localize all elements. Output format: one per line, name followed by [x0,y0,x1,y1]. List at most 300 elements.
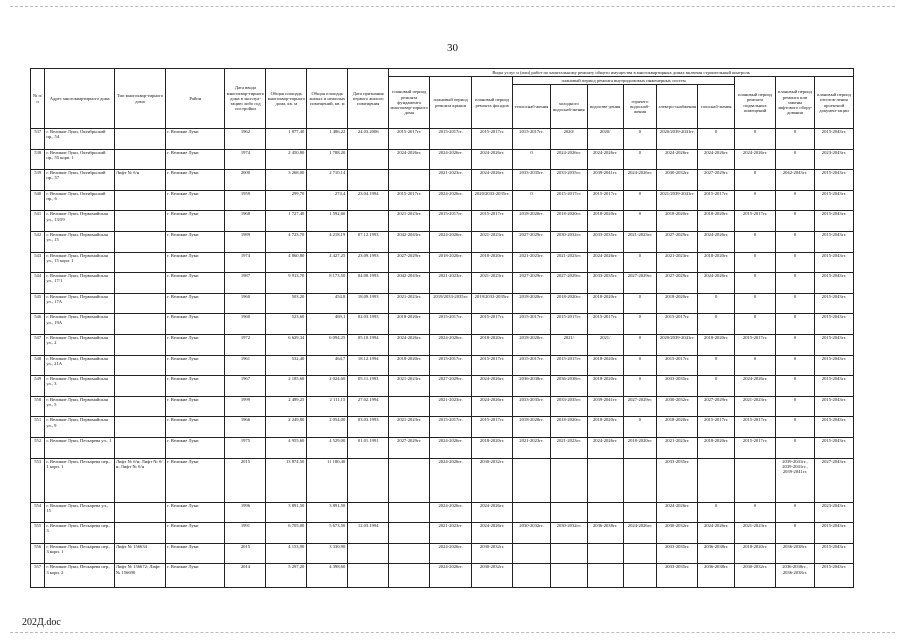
cell-address: г. Великие Луки, Пескарева пер., 3 корп. 1 [45,543,115,564]
cell-row-number: 553 [31,458,45,502]
cell-roof-period: 2015-2017гг. [430,314,472,335]
cell-address: г. Великие Луки, Первомайская ул., 15 [45,231,115,252]
cell-address: г. Великие Луки, Пескарева пер., 3 корп. 2 [45,564,115,588]
cell-roof-period: 2015-2017гг. [430,211,472,232]
cell-cold-water-period: 2015-2017гг. [550,314,587,335]
cell-design-period: 2015-2043гг. [814,211,853,232]
cell-electric-period: 2033-2035гг. [657,458,698,502]
cell-total-area: 2 450,80 [266,149,307,170]
cell-district: г. Великие Луки [166,376,225,397]
cell-total-area: 1 877,40 [266,129,307,150]
cell-living-area: 469,1 [307,314,348,335]
cell-year-built: 1959 [225,190,266,211]
cell-hot-water-period: 2021-2023гг. [623,231,657,252]
cell-heat-period: 2033-2035гг. [513,170,551,191]
cell-elevator-period: 0 [776,252,815,273]
cell-basement-period: 0 [735,502,776,523]
cell-house-type [114,396,165,417]
cell-district: г. Великие Луки [166,293,225,314]
cell-district: г. Великие Луки [166,334,225,355]
cell-district: г. Великие Луки [166,190,225,211]
cell-hot-water-period: 0 [623,334,657,355]
cell-living-area: 1 592,60 [307,211,348,232]
cell-gas-period: 2015-2017гг. [698,417,735,438]
cell-house-type [114,355,165,376]
cell-design-period: 2015-2043гг. [814,293,853,314]
cell-roof-period: 2024-2026гг. [430,502,472,523]
cell-drainage-period: 2020/ [587,129,623,150]
cell-facade-period: 2030-2032гг. [472,458,513,502]
cell-electric-period: 2033-2035гг. [657,543,698,564]
cell-row-number: 543 [31,252,45,273]
cell-district: г. Великие Луки [166,355,225,376]
cell-heat-period: 2015-2017гг. [513,355,551,376]
cell-foundation-period [389,502,430,523]
cell-design-period: 2015-2043гг. [814,355,853,376]
cell-foundation-period: 2042-2043гг. [389,231,430,252]
cell-facade-period: 2024-2026гг. [472,170,513,191]
cell-district: г. Великие Луки [166,252,225,273]
cell-year-built: 1996 [225,502,266,523]
cell-total-area: 6 705,00 [266,523,307,544]
cell-basement-period: 0 [735,355,776,376]
cell-design-period: 2015-2043гг. [814,273,853,294]
cell-address: г. Великие Луки, Пескарева пер., 1 корп. 1 [45,458,115,502]
cell-drainage-period: 2018-2020гг. [587,355,623,376]
cell-elevator-period: 0 [776,502,815,523]
cell-address: г. Великие Луки, Первомайская ул., 13/59 [45,211,115,232]
cell-facade-period: 2019/2033-2035гг. [472,293,513,314]
cell-district: г. Великие Луки [166,417,225,438]
cell-address: г. Великие Луки, Октябрьский пр., 54 [45,129,115,150]
cell-recognition-date: 07.12.1993 [348,231,389,252]
cell-basement-period: 0 [735,252,776,273]
header-facade: плановый период ремонта фасадов [472,77,513,129]
cell-house-type [114,523,165,544]
cell-basement-period: 2021-2023гг. [735,396,776,417]
cell-heat-period: 2018-2020гг. [513,334,551,355]
cell-basement-period: 0 [735,170,776,191]
cell-cold-water-period: 2015-2017гг. [550,190,587,211]
cell-total-area: 1 727,40 [266,211,307,232]
document-filename: 202Д.doc [22,617,61,628]
cell-row-number: 554 [31,502,45,523]
cell-row-number: 538 [31,149,45,170]
header-address: Адрес многоквартирного дома [45,69,115,129]
cell-living-area: 2 054,00 [307,417,348,438]
cell-basement-period: 0 [735,314,776,335]
cell-address: г. Великие Луки, Первомайская ул., 19А [45,314,115,335]
cell-elevator-period: 0 [776,437,815,458]
cell-elevator-period: 0 [776,231,815,252]
cell-design-period: 2015-2043гг. [814,543,853,564]
cell-district: г. Великие Луки [166,543,225,564]
cell-gas-period: 2018-2020гг. [698,252,735,273]
header-year: Дата ввода многоквар-тирного дома в эксплуа-тацию либо год постройки [225,69,266,129]
cell-electric-period: 2018-2020гг. [657,417,698,438]
cell-elevator-period: 0 [776,273,815,294]
cell-year-built: 1999 [225,396,266,417]
cell-hot-water-period [623,502,657,523]
cell-roof-period: 2015-2017гг. [430,355,472,376]
cell-electric-period: 2033-2035гг. [657,376,698,397]
cell-foundation-period: 2018-2020гг. [389,314,430,335]
cell-drainage-period: 2036-2038гг. [587,523,623,544]
cell-heat-period: 2018-2020гг. [513,211,551,232]
cell-roof-period: 2024-2026гг. [430,149,472,170]
cell-recognition-date: 12.03.1994 [348,523,389,544]
cell-drainage-period: 2018-2020гг. [587,293,623,314]
cell-hot-water-period: 0 [623,211,657,232]
cell-recognition-date: 18.09.1993 [348,293,389,314]
cell-cold-water-period: 2027-2029гг. [550,273,587,294]
cell-foundation-period [389,170,430,191]
cell-electric-period: 2015-2017гг. [657,355,698,376]
cell-cold-water-period: 2015-2017гг. [550,355,587,376]
cell-address: г. Великие Луки, Пескарева ул., 1 [45,437,115,458]
cell-electric-period: 2030-2032гг. [657,523,698,544]
cell-elevator-period: 0 [776,376,815,397]
cell-year-built: 1968 [225,211,266,232]
cell-drainage-period: 2024-2026гг. [587,149,623,170]
cell-year-built: 2014 [225,564,266,588]
cell-cold-water-period: 2021-2023гг. [550,437,587,458]
cell-electric-period: 2018-2020гг. [657,293,698,314]
cell-roof-period: 2024-2026гг. [430,458,472,502]
cell-recognition-date: 27.02.1994 [348,396,389,417]
cell-house-type: Лифт № б/н [114,170,165,191]
cell-facade-period: 2018-2020гг. [472,334,513,355]
cell-cold-water-period [550,458,587,502]
cell-address: г. Великие Луки, Первомайская ул., 2 [45,334,115,355]
cell-total-area: 4 153,90 [266,543,307,564]
cell-electric-period: 2027-2029гг. [657,231,698,252]
cell-hot-water-period: 0 [623,149,657,170]
cell-row-number: 548 [31,355,45,376]
cell-facade-period: 2030-2032гг. [472,543,513,564]
cell-drainage-period: 2015-2017гг. [587,190,623,211]
cell-heat-period: 2021-2023гг. [513,252,551,273]
cell-foundation-period: 2018-2020гг. [389,355,430,376]
cell-drainage-period [587,543,623,564]
cell-house-type: Лифт № 156672; Лифт № 156690 [114,564,165,588]
header-electric: электро-снабжения [657,85,698,129]
cell-gas-period: 2024-2026гг. [698,273,735,294]
cell-living-area: 464,7 [307,355,348,376]
cell-gas-period: 2018-2020гг. [698,437,735,458]
cell-year-built: 1966 [225,417,266,438]
cell-basement-period: 0 [735,273,776,294]
cell-cold-water-period [550,543,587,564]
cell-elevator-period: 2042-2043гг. [776,170,815,191]
cell-facade-period: 2030-2032гг. [472,564,513,588]
cell-electric-period: 2015-2017гг. [657,314,698,335]
cell-year-built: 1989 [225,231,266,252]
cell-heat-period [513,564,551,588]
cell-row-number: 557 [31,564,45,588]
table-row [31,170,854,191]
cell-heat-period: 2015-2017гг. [513,129,551,150]
cell-address: г. Великие Луки, Октябрьский пр., 57 [45,170,115,191]
cell-basement-period: 2015-2017гг. [735,211,776,232]
cell-hot-water-period: 0 [623,355,657,376]
cell-heat-period [513,458,551,502]
cell-row-number: 541 [31,211,45,232]
cell-facade-period: 2024-2026гг. [472,149,513,170]
header-cold-water: холодного водоснаб-жения [550,85,587,129]
cell-recognition-date [348,458,389,502]
cell-roof-period: 2018-2020гг. [430,252,472,273]
cell-heat-period: 2018-2020гг. [513,293,551,314]
cell-recognition-date [348,564,389,588]
header-hot-water: горячего водоснаб-жения [623,85,657,129]
cell-house-type [114,211,165,232]
cell-design-period: 2015-2043гг. [814,564,853,588]
cell-heat-period: 2030-2032гг. [513,523,551,544]
cell-facade-period: 2020/2033-2035гг. [472,190,513,211]
cell-foundation-period: 2042-2043гг. [389,273,430,294]
cell-drainage-period: 2015-2017гг. [587,314,623,335]
cell-year-built: 2000 [225,170,266,191]
cell-basement-period: 0 [735,190,776,211]
cell-row-number: 551 [31,417,45,438]
cell-year-built: 1987 [225,273,266,294]
table-row [31,252,854,273]
cell-row-number: 539 [31,170,45,191]
cell-address: г. Великие Луки, Первомайская ул., 17А [45,293,115,314]
cell-elevator-period: 2036-2038гг. [776,543,815,564]
cell-district: г. Великие Луки [166,564,225,588]
cell-foundation-period: 2027-2029гг. [389,437,430,458]
cell-heat-period: 2027-2029гг. [513,231,551,252]
cell-gas-period: 0 [698,355,735,376]
cell-cold-water-period: 2020/ [550,129,587,150]
header-systems-group: плановый период ремонта внутридомовых инженерных систем [513,77,735,85]
cell-living-area: 11 180,40 [307,458,348,502]
cell-gas-period: 0 [698,376,735,397]
cell-roof-period: 2027-2029гг. [430,376,472,397]
table-row [31,543,854,564]
cell-basement-period: 2024-2026гг. [735,149,776,170]
cell-recognition-date: 04.08.1993 [348,273,389,294]
cell-cold-water-period [550,564,587,588]
cell-foundation-period [389,564,430,588]
cell-living-area: 3 330,90 [307,543,348,564]
cell-living-area: 2 111,15 [307,396,348,417]
cell-district: г. Великие Луки [166,273,225,294]
cell-facade-period: 2021-2023гг. [472,231,513,252]
cell-address: г. Великие Луки, Пескарева пер., 3 [45,523,115,544]
cell-district: г. Великие Луки [166,149,225,170]
cell-gas-period: 2018-2020гг. [698,334,735,355]
table-row [31,355,854,376]
cell-cold-water-period: 2018-2020гг. [550,211,587,232]
cell-basement-period: 2015-2017гг. [735,437,776,458]
cell-heat-period: 2033-2035гг. [513,396,551,417]
cell-total-area: 532,40 [266,355,307,376]
cell-design-period: 2015-2043гг. [814,334,853,355]
cell-row-number: 552 [31,437,45,458]
cell-living-area: 274,4 [307,190,348,211]
cell-year-built: 1961 [225,355,266,376]
cell-electric-period: 2018-2020гг. [657,211,698,232]
header-living-area: Общая площадь жилых и нежилых помещений, кв. м [307,69,348,129]
table-row [31,211,854,232]
cell-basement-period [735,458,776,502]
cell-foundation-period: 2021-2023гг. [389,417,430,438]
table-row [31,149,854,170]
cell-heat-period: 2027-2029гг. [513,273,551,294]
cell-foundation-period [389,543,430,564]
cell-cold-water-period [550,502,587,523]
cell-house-type [114,437,165,458]
cell-year-built: 1960 [225,293,266,314]
cell-drainage-period: 2018-2020гг. [587,417,623,438]
cell-year-built: 2015 [225,458,266,502]
header-basement: плановый период ремонта подвальных помещений [735,77,776,129]
cell-row-number: 549 [31,376,45,397]
cell-electric-period: 2020/2039-2041гг. [657,129,698,150]
cell-hot-water-period: 0 [623,417,657,438]
cell-foundation-period [389,458,430,502]
cell-basement-period: 2018-2020гг. [735,543,776,564]
cell-roof-period: 2024-2026гг. [430,231,472,252]
table-row [31,293,854,314]
cell-foundation-period: 2015-2017гг. [389,190,430,211]
cell-facade-period: 2015-2017гг. [472,129,513,150]
cell-foundation-period: 2024-2026гг. [389,149,430,170]
cell-basement-period: 0 [735,293,776,314]
cell-heat-period: 2036-2038гг. [513,376,551,397]
header-roof: плановый период ремонта крыши [430,77,472,129]
cell-total-area: 2 489,25 [266,396,307,417]
cell-roof-period: 2024-2026гг. [430,334,472,355]
cell-roof-period: 2021-2023гг. [430,523,472,544]
cell-living-area: 4 427,25 [307,252,348,273]
cell-drainage-period [587,458,623,502]
cell-hot-water-period: 0 [623,190,657,211]
cell-house-type [114,502,165,523]
table-row [31,396,854,417]
cell-gas-period: 2027-2029гг. [698,396,735,417]
cell-roof-period: 2024-2026гг. [430,437,472,458]
cell-electric-period: 2021-2023гг. [657,437,698,458]
cell-foundation-period: 2021-2023гг. [389,376,430,397]
cell-roof-period: 2015-2017гг. [430,417,472,438]
cell-house-type [114,252,165,273]
cell-gas-period: 2036-2038гг. [698,543,735,564]
cell-house-type [114,293,165,314]
cell-cold-water-period: 2021/ [550,334,587,355]
header-foundation: плановый период ремонта фундамента многоквар-тирного дома [389,77,430,129]
cell-year-built: 1960 [225,314,266,335]
cell-row-number: 540 [31,190,45,211]
cell-year-built: 1991 [225,523,266,544]
cell-total-area: 3 891,50 [266,502,307,523]
cell-year-built: 2015 [225,543,266,564]
cell-hot-water-period: 0 [623,376,657,397]
cell-design-period: 2015-2043гг. [814,417,853,438]
cell-row-number: 556 [31,543,45,564]
table-row [31,376,854,397]
cell-recognition-date: 23.09.1993 [348,252,389,273]
cell-heat-period: 2018-2020гг. [513,417,551,438]
cell-hot-water-period: 0 [623,293,657,314]
cell-district: г. Великие Луки [166,502,225,523]
cell-design-period: 2015-2043гг. [814,252,853,273]
cell-row-number: 555 [31,523,45,544]
cell-gas-period: 2024-2026гг. [698,149,735,170]
cell-recognition-date: 01.01.1991 [348,437,389,458]
cell-drainage-period: 2039-2041гг. [587,396,623,417]
table-row [31,523,854,544]
cell-house-type [114,129,165,150]
table-row [31,334,854,355]
cell-address: г. Великие Луки, Пескарева ул., 15 [45,502,115,523]
cell-elevator-period: 0 [776,211,815,232]
cell-house-type [114,190,165,211]
header-type: Тип многоквар-тирного дома [114,69,165,129]
cell-district: г. Великие Луки [166,231,225,252]
cell-district: г. Великие Луки [166,129,225,150]
header-recognition-date: Дата признания первого жилого помещения [348,69,389,129]
cell-year-built: 1962 [225,129,266,150]
cell-gas-period: 2018-2020гг. [698,211,735,232]
cell-year-built: 1974 [225,252,266,273]
cell-elevator-period: 0 [776,129,815,150]
cell-drainage-period [587,564,623,588]
cell-heat-period: 2015-2017гг. [513,314,551,335]
cell-elevator-period: 0 [776,314,815,335]
table-row [31,190,854,211]
cell-elevator-period: 0 [776,149,815,170]
cell-basement-period: 2015-2017гг. [735,334,776,355]
cell-living-area: 4 218,19 [307,231,348,252]
header-gas: газоснаб-жения [698,85,735,129]
cell-house-type [114,417,165,438]
cell-gas-period: 0 [698,314,735,335]
cell-gas-period: 2036-2038гг. [698,564,735,588]
table-row [31,564,854,588]
cell-design-period: 2015-2043гг. [814,523,853,544]
cell-basement-period: 2021-2023гг. [735,523,776,544]
cell-total-area: 3 268,00 [266,170,307,191]
cell-facade-period: 2024-2026гг. [472,523,513,544]
cell-total-area: 523,60 [266,314,307,335]
page-number: 30 [447,42,458,54]
cell-foundation-period [389,523,430,544]
cell-recognition-date [348,543,389,564]
cell-gas-period: 2027-2029гг. [698,170,735,191]
cell-roof-period: 2021-2023гг. [430,170,472,191]
cell-total-area: 5 297,20 [266,564,307,588]
cell-drainage-period: 2033-2035гг. [587,273,623,294]
cell-row-number: 550 [31,396,45,417]
cell-address: г. Великие Луки, Первомайская ул., 15 корп. 1 [45,252,115,273]
cell-foundation-period: 2024-2026гг. [389,334,430,355]
cell-house-type [114,376,165,397]
cell-row-number: 547 [31,334,45,355]
cell-elevator-period: 0 [776,396,815,417]
cell-electric-period: 2030-2032гг. [657,170,698,191]
cell-heat-period: 2021-2023гг. [513,437,551,458]
cell-total-area: 2 185,60 [266,376,307,397]
table-row [31,417,854,438]
table-row [31,502,854,523]
cell-drainage-period: 2018-2020гг. [587,376,623,397]
header-design: плановый период изготов-ления проектной докумен-тации [814,77,853,129]
cell-drainage-period: 2018-2020гг. [587,211,623,232]
